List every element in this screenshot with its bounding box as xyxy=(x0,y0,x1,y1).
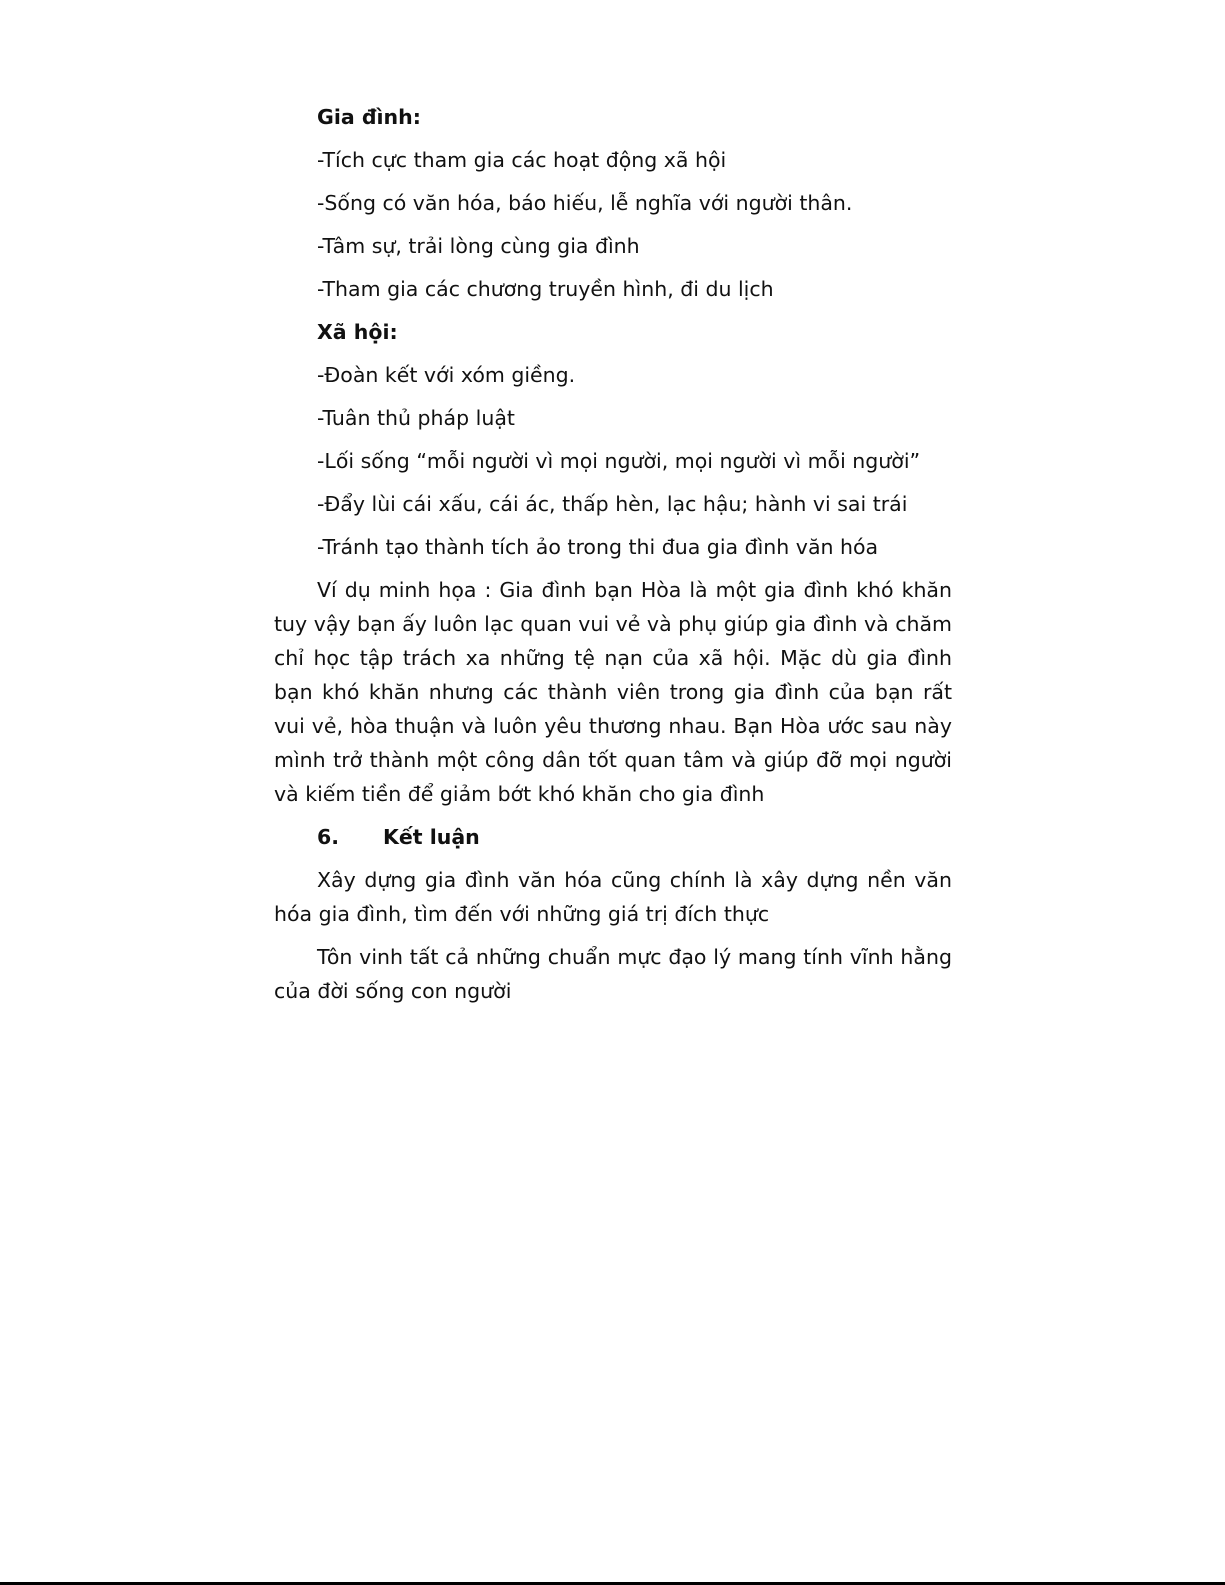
conclusion-title: Kết luận xyxy=(383,825,480,849)
conclusion-paragraph: Tôn vinh tất cả những chuẩn mực đạo lý mang tính vĩnh hằng của đời sống con người xyxy=(274,945,952,1003)
conclusion-number: 6. xyxy=(317,825,340,849)
society-item: -Tuân thủ pháp luật xyxy=(317,406,515,430)
society-item: -Tránh tạo thành tích ảo trong thi đua gia đình văn hóa xyxy=(317,535,879,559)
society-item: -Đẩy lùi cái xấu, cái ác, thấp hèn, lạc hậu; hành vi sai trái xyxy=(317,492,908,516)
conclusion-heading xyxy=(274,820,952,854)
conclusion-paragraph: Xây dựng gia đình văn hóa cũng chính là xây dựng nền văn hóa gia đình, tìm đến với những giá trị đích thực xyxy=(274,868,952,926)
society-heading: Xã hội: xyxy=(317,320,398,344)
society-item: -Lối sống “mỗi người vì mọi người, mọi người vì mỗi người” xyxy=(317,449,921,473)
family-item: -Tâm sự, trải lòng cùng gia đình xyxy=(317,234,640,258)
family-heading: Gia đình: xyxy=(317,105,421,129)
example-paragraph: Ví dụ minh họa : Gia đình bạn Hòa là một gia đình khó khăn tuy vậy bạn ấy luôn lạc quan vui vẻ và phụ giúp gia đình và chăm chỉ học tập trách xa những tệ nạn của xã hội. Mặc dù gia đình bạn khó khăn nhưng các thành viên trong gia đình của bạn rất vui vẻ, hòa thuận và luôn yêu thương nhau. Bạn Hòa ước sau này mình trở thành một công dân tốt quan tâm và giúp đỡ mọi người và kiếm tiền để giảm bớt khó khăn cho gia đình xyxy=(274,578,952,806)
family-item: -Sống có văn hóa, báo hiếu, lễ nghĩa với người thân. xyxy=(317,191,853,215)
family-item: -Tham gia các chương truyền hình, đi du lịch xyxy=(317,277,774,301)
society-item: -Đoàn kết với xóm giềng. xyxy=(317,363,576,387)
document-body xyxy=(274,100,952,1017)
family-item: -Tích cực tham gia các hoạt động xã hội xyxy=(317,148,727,172)
